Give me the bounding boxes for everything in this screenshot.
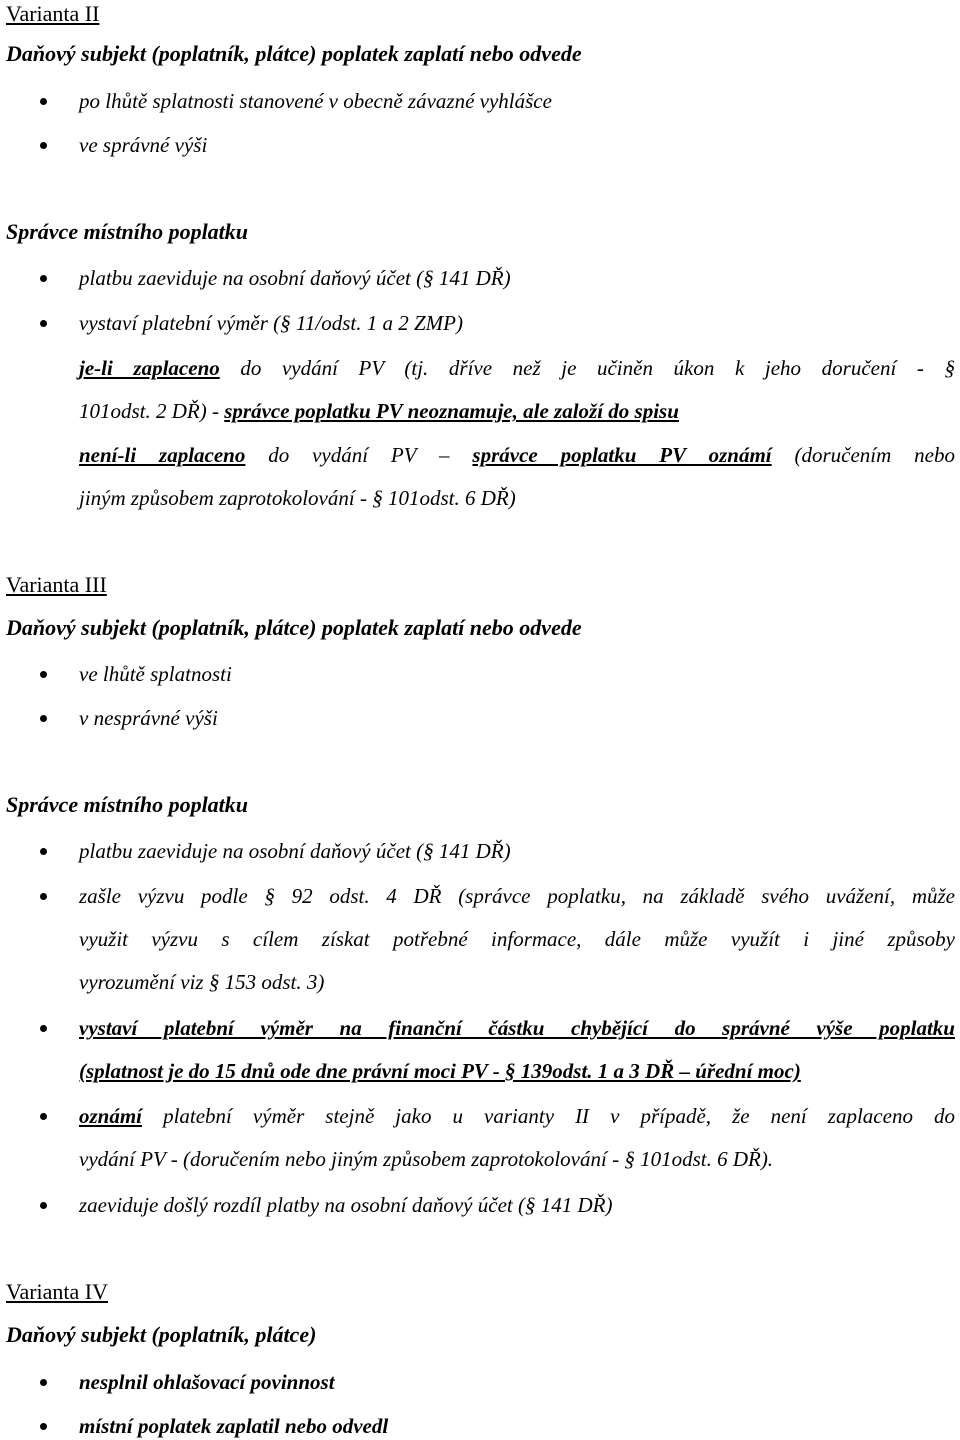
bullet-icon (40, 275, 47, 282)
admin-item-line: jiným způsobem zaprotokolování - § 101odst. 6 DŘ) (79, 486, 516, 510)
bullet-icon (40, 142, 47, 149)
bullet-icon (40, 671, 47, 678)
payer-item: v nesprávné výši (79, 706, 218, 730)
bullet-icon (40, 1025, 47, 1032)
admin-subheading: Správce místního poplatku (6, 219, 249, 244)
admin-item: platbu zaeviduje na osobní daňový účet (§ 141 DŘ) (79, 266, 511, 290)
bullet-icon (40, 320, 47, 327)
bullet-icon (40, 1113, 47, 1120)
admin-item-line: zašle výzvu podle § 92 odst. 4 DŘ (správce poplatku, na základě svého uvážení, může (79, 884, 955, 908)
text-fragment: platební výměr stejně jako u variantу II v případě, že není zaplaceno do (142, 1104, 955, 1128)
admin-item-line: vyrozumění viz § 153 odst. 3) (79, 970, 325, 994)
emphasis-paid: je-li zaplaceno (79, 356, 220, 380)
admin-item: vystaví platební výměr (§ 11/odst. 1 a 2 ZMP) (79, 311, 463, 335)
payer-item: po lhůtě splatnosti stanovené v obecně závazné vyhlášce (79, 89, 552, 113)
bullet-icon (40, 1202, 47, 1209)
section-heading-varianta-2: Varianta II (6, 1, 100, 26)
bullet-icon (40, 1379, 47, 1386)
payer-subheading: Daňový subjekt (poplatník, plátce) poplatek zaplatí nebo odvede (6, 41, 582, 66)
text-fragment: 101odst. 2 DŘ) - (79, 399, 225, 423)
admin-item-line (79, 442, 955, 468)
payer-item: místní poplatek zaplatil nebo odvedl (79, 1414, 389, 1438)
admin-item: zaeviduje došlý rozdíl platby na osobní daňový účet (§ 141 DŘ) (79, 1193, 613, 1217)
section-heading-varianta-4: Varianta IV (6, 1279, 109, 1304)
emphasis-announce: správce poplatku PV oznámí (472, 443, 772, 467)
bullet-icon (40, 1423, 47, 1430)
admin-item: platbu zaeviduje na osobní daňový účet (§ 141 DŘ) (79, 839, 511, 863)
admin-item-line: využit výzvu s cílem získat potřebné informace, dále může využít i jiné způsoby (79, 927, 955, 951)
payer-item: ve správné výši (79, 133, 208, 157)
admin-subheading: Správce místního poplatku (6, 792, 249, 817)
emphasis-announce: oznámí (79, 1104, 143, 1128)
payer-item: ve lhůtě splatnosti (79, 662, 232, 686)
emphasis-file: správce poplatku PV neoznamuje, ale založí do spisu (224, 399, 679, 423)
text-fragment: do vydání PV (tj. dříve než je učiněn úkon k jeho doručení - § (219, 356, 955, 380)
emphasis-unpaid: není-li zaplaceno (79, 443, 246, 467)
bullet-icon (40, 848, 47, 855)
admin-item-line (79, 355, 955, 381)
admin-item-line: vystaví platební výměr na finanční částku chybějící do správné výše poplatku (79, 1016, 955, 1040)
admin-item-line: (splatnost je do 15 dnů ode dne právní moci PV - § 139odst. 1 a 3 DŘ – úřední moc) (79, 1059, 801, 1083)
payer-subheading: Daňový subjekt (poplatník, plátce) (6, 1322, 317, 1347)
bullet-icon (40, 893, 47, 900)
admin-item-line (79, 398, 955, 424)
section-heading-varianta-3: Varianta III (6, 572, 107, 597)
admin-item-line: vydání PV - (doručením nebo jiným způsobem zaprotokolování - § 101odst. 6 DŘ). (79, 1147, 774, 1171)
payer-item: nesplnil ohlašovací povinnost (79, 1370, 335, 1394)
text-fragment: do vydání PV – (245, 443, 473, 467)
admin-item-line (79, 1103, 955, 1129)
payer-subheading: Daňový subjekt (poplatník, plátce) poplatek zaplatí nebo odvede (6, 615, 582, 640)
bullet-icon (40, 715, 47, 722)
text-fragment: (doručením nebo (771, 443, 955, 467)
bullet-icon (40, 98, 47, 105)
